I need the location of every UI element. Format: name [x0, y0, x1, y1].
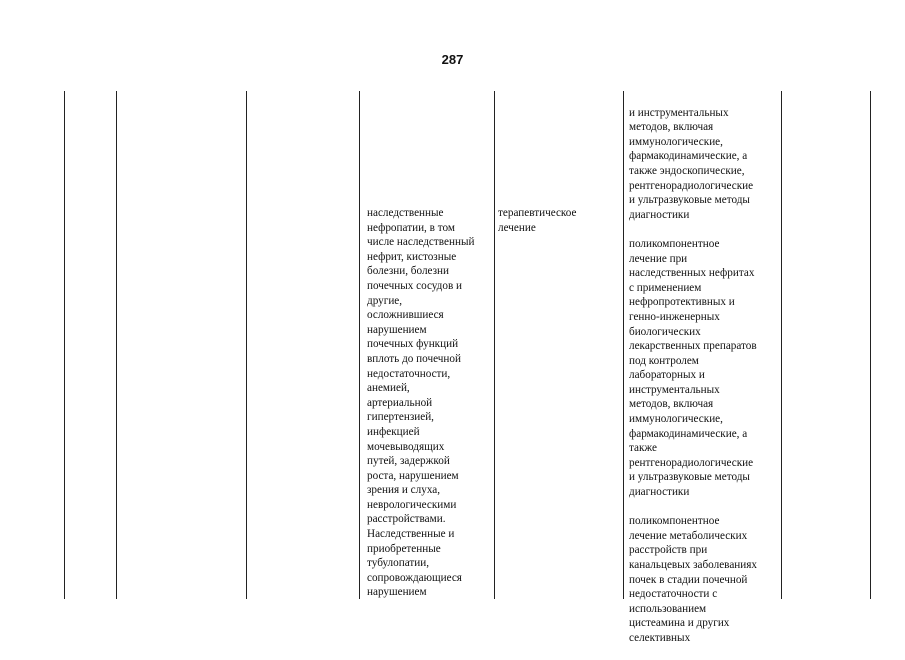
table-border-left: [64, 91, 65, 599]
treatment-methods-cell: [629, 91, 781, 660]
column-divider-5: [623, 91, 624, 599]
methods-paragraph-nephritis: поликомпонентное лечение при наследственных нефритах с применением нефропротективных и генно-инженерных биологических лекарственных препаратов под контролем лабораторных и инструментальных методов, включая иммунологические, фармакодинамические, а также рентгенорадиологические и ультразвуковые методы диагностики: [629, 237, 757, 499]
methods-paragraph-diagnostics: и инструментальных методов, включая иммунологические, фармакодинамические, а также эндоскопические, рентгенорадиологические и ультразвуковые методы диагностики: [629, 106, 754, 221]
column-divider-3: [359, 91, 360, 599]
treatment-type-cell: терапевтическое лечение: [498, 207, 577, 234]
column-divider-2: [246, 91, 247, 599]
table-border-right: [870, 91, 871, 599]
disease-description-cell: наследственные нефропатии, в том числе наследственный нефрит, кистозные болезни, болезни почечных сосудов и другие, осложнившиеся нарушением почечных функций вплоть до почечной недостаточности, анемией, артериальной гипертензией, инфекцией мочевыводящих путей, задержкой роста, нарушением зрения и слуха, неврологическими расстройствами. Наследственные и приобретенные тубулопатии, сопровождающиеся нарушением: [367, 207, 475, 599]
column-divider-1: [116, 91, 117, 599]
column-divider-4: [494, 91, 495, 599]
methods-paragraph-metabolic: поликомпонентное лечение метаболических расстройств при канальцевых заболеваниях почек в стадии почечной недостаточности с использованием цистеамина и других селективных: [629, 515, 757, 644]
page-number: 287: [441, 52, 464, 67]
column-divider-6: [781, 91, 782, 599]
